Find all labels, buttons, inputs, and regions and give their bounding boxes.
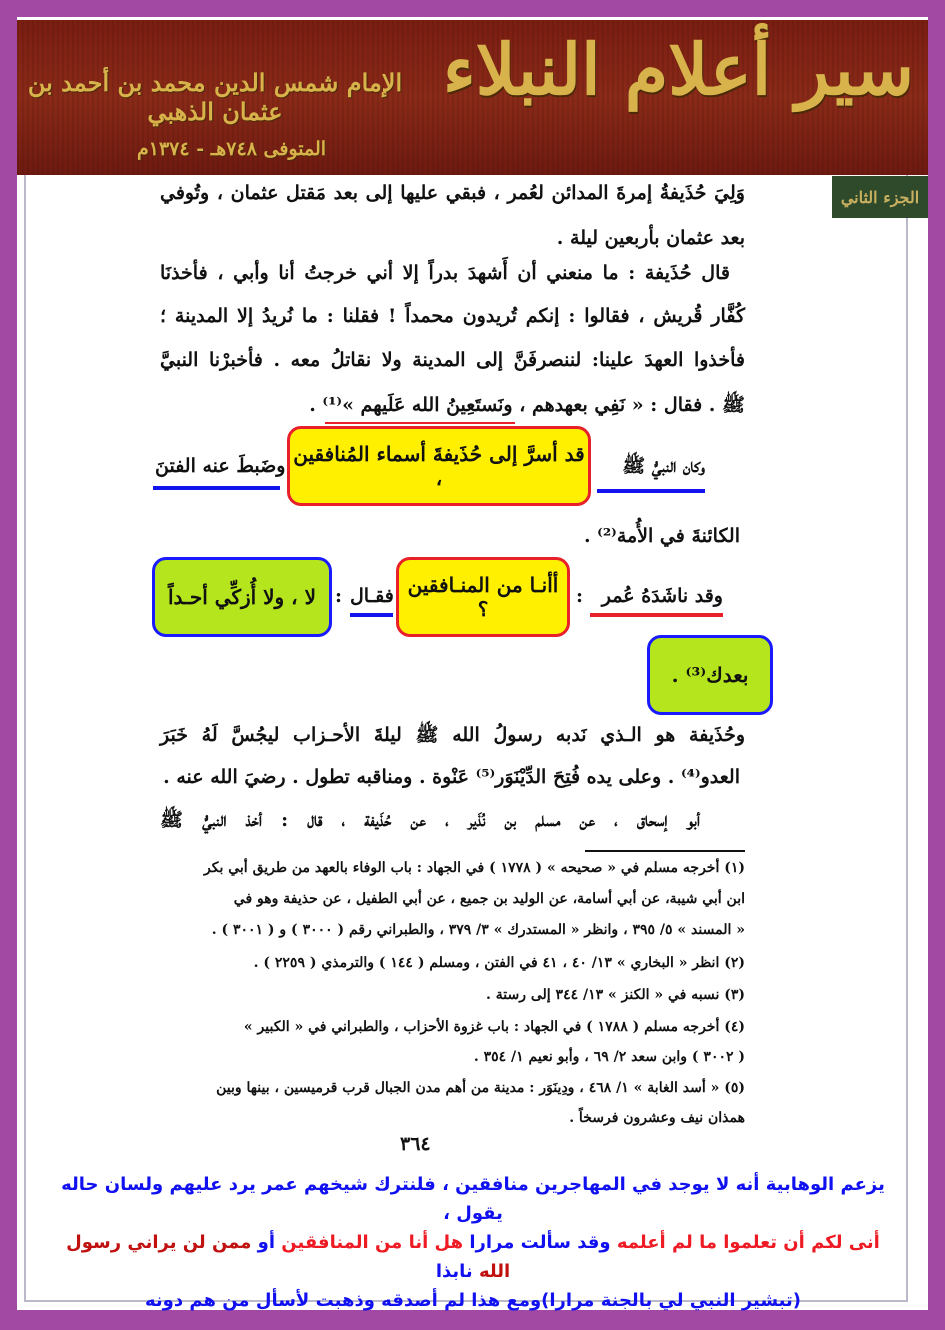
text-line: فأخذوا العهدَ علينا: لننصرفَنَّ إلى المدينة ولا نقاتلُ معه . فأخبرْنا النبيَّ [160, 349, 745, 371]
volume-label: الجزء الثاني [832, 176, 928, 218]
text-segment: ﷺ . فقال : [650, 394, 745, 416]
quote-segment: « نَفِي بعهدهم ، ونَستَعِينُ الله عَلَيهم »⁽¹⁾ . [309, 394, 644, 416]
footnote-line: (٤) أخرجه مسلم ( ١٧٨٨ ) في الجهاد : باب غزوة الأحزاب ، والطبراني في « الكبير » [243, 1019, 745, 1035]
commentary [53, 1170, 893, 1315]
footnote-line: (٥) « أسد الغابة » ١/ ٤٦٨ ، ودِينَوَر : مدينة من أهم مدن الجبال قرب قرميسين ، بينها وبين [216, 1080, 745, 1096]
text-line [309, 391, 745, 419]
comment-line [53, 1228, 893, 1286]
footnote-line: (٢) انظر « البخاري » ١٣/ ٤٠ ، ٤١ في الفتن ، ومسلم ( ١٤٤ ) والترمذي ( ٢٢٥٩ ) . [253, 955, 745, 971]
blue-underline [597, 489, 705, 493]
comment-line: (تبشير النبي لي بالجنة مرارا)ومع هذا لم أصدقه وذهبت لأسأل من هم دونه [144, 1290, 802, 1311]
book-cover-banner [17, 20, 928, 175]
comment-segment: وقد سألت مرارا [469, 1232, 611, 1253]
colon: : [335, 585, 343, 607]
footnote-divider [585, 850, 745, 852]
footnote-line: (١) أخرجه مسلم في « صحيحه » ( ١٧٧٨ ) في الجهاد : باب الوفاء بالعهد من طريق أبي بكر [204, 860, 745, 876]
highlight-box-yellow: أأنـا من المنـافقين ؟ [396, 557, 570, 637]
text-line: أبو إسحاق ، عن مسلم بن نُذَير ، عن حُذَيفة ، قال : أخذ النبيُّ ﷺ [160, 809, 700, 831]
text-segment: وقد ناشَدَهُ عُمر [601, 585, 723, 607]
text-segment: وضَبطَ عنه الفتنَ [155, 455, 286, 477]
highlight-box-yellow: قد أسرَّ إلى حُذَيفةَ أسماء المُنافقين ، [287, 426, 591, 506]
colon: : [576, 585, 584, 607]
comment-segment: أو [257, 1232, 276, 1253]
text-line: وحُذَيفة هو الـذي نَدبه رسولُ الله ﷺ ليلةَ الأحـزاب ليجُسَّ لَهُ خَبَرَ [160, 724, 745, 746]
text-segment: وكان النبيُّ ﷺ [622, 455, 705, 477]
footnote-line: همذان نيف وعشرون فرسخاً . [569, 1110, 745, 1126]
blue-underline [350, 613, 393, 617]
red-underline [590, 613, 723, 617]
highlight-box-green: لا ، ولا أُزكِّي أحـداً [152, 557, 332, 637]
text-segment: فقـال [350, 585, 394, 607]
book-title: سير أعلام النبلاء [442, 28, 914, 111]
highlight-box-green: بعدك⁽³⁾ . [647, 635, 773, 715]
red-underline [325, 422, 515, 424]
footnote-line: (٣) نسبه في « الكنز » ١٣/ ٣٤٤ إلى رستة . [486, 987, 745, 1003]
comment-segment: نابذا [435, 1261, 473, 1282]
comment-segment: ممن لن يراني رسول الله [66, 1232, 511, 1282]
page-number: ٣٦٤ [400, 1133, 431, 1155]
blue-underline [153, 486, 280, 490]
footnote-line: « المسند » ٥/ ٣٩٥ ، وانظر « المستدرك » ٣/ ٣٧٩ ، والطبراني رقم ( ٣٠٠٠ ) و ( ٣٠٠١ ) . [211, 922, 745, 938]
footnote-line: ( ٣٠٠٢ ) وابن سعد ٢/ ٦٩ ، وأبو نعيم ١/ ٣٥٤ . [473, 1049, 745, 1065]
text-line: وَلِيَ حُذَيفةُ إمرةَ المدائن لعُمر ، فبقي عليها إلى بعد مَقتل عثمان ، وتُوفي [160, 182, 745, 204]
book-author: الإمام شمس الدين محمد بن أحمد بن عثمان الذهبي [27, 68, 403, 126]
text-line: قال حُذَيفة : ما منعني أن أَشهدَ بدراً إلا أني خرجتُ أنا وأبي ، فأخذنَا [160, 262, 730, 284]
text-line: كُفَّار قُريش ، فقالوا : إنكم تُريدون محمداً ! فقلنا : ما نُريدُ إلا المدينة ؛ [160, 305, 745, 327]
text-line: بعد عثمان بأربعين ليلة . [556, 227, 745, 249]
author-dates: المتوفى ٧٤٨هـ - ١٣٧٤م [137, 138, 327, 160]
text-line: الكائنةَ في الأُمة⁽²⁾ . [583, 525, 740, 547]
footnote-line: ابن أبي شيبة، عن أبي أسامة، عن الوليد بن جميع ، عن أبي الطفيل ، عن حذيفة وهو في [233, 891, 745, 907]
comment-segment: هل أنا من المنافقين [281, 1232, 464, 1253]
comment-line: يزعم الوهابية أنه لا يوجد في المهاجرين منافقين ، فلنترك شيخهم عمر يرد عليهم ولسان حاله يقول ، [61, 1174, 885, 1224]
text-line: العدو⁽⁴⁾ . وعلى يده فُتِحَ الدِّيْنَوَر⁽⁵⁾ عَنْوة . ومناقبه تطول . رضيَ الله عنه . [163, 766, 740, 788]
comment-segment: أنى لكم أن تعلموا ما لم أعلمه [616, 1232, 880, 1253]
